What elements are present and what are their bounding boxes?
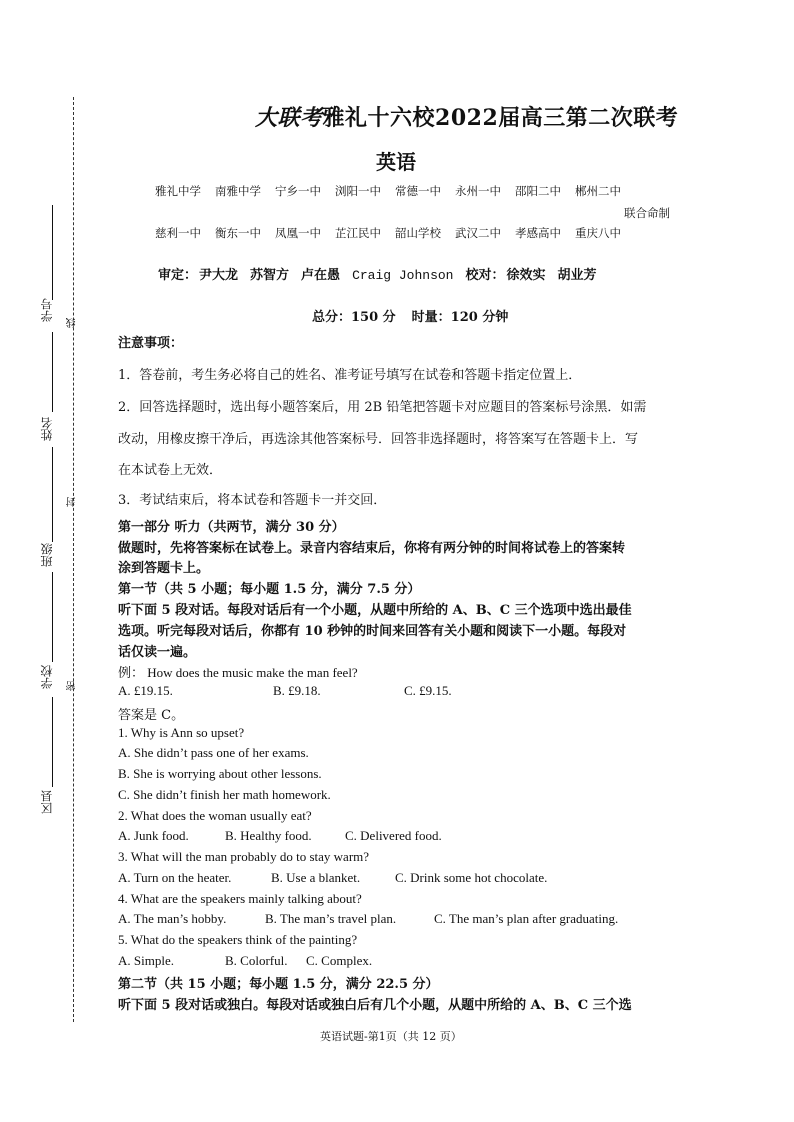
- binding-dashed-line: [73, 97, 74, 1022]
- proofreader: 胡业芳: [557, 268, 597, 283]
- part1-intro: 做题时，先将答案标在试卷上。录音内容结束后，你将有两分钟的时间将试卷上的答案转: [118, 541, 626, 556]
- question-option: B. The man’s travel plan.: [265, 911, 397, 926]
- time-limit: 时量：120 分钟: [411, 310, 509, 325]
- schools-row-1: [155, 183, 635, 199]
- section1-intro: 听下面 5 段对话。每段对话后有一个小题，从题中所给的 A、B、C 三个选项中选出最佳: [118, 603, 632, 618]
- question-text: 3. What will the man probably do to stay warm?: [118, 849, 370, 864]
- name-label: 姓名: [40, 417, 54, 441]
- section1-title: 第一节（共 5 小题；每小题 1.5 分，满分 7.5 分）: [118, 582, 421, 597]
- notice-item: 在本试卷上无效．: [118, 463, 223, 478]
- example-answer: 答案是 C。: [118, 708, 185, 723]
- notice-title: 注意事项：: [118, 336, 184, 351]
- review-label: 审定：: [158, 268, 198, 283]
- example-option: C. £9.15.: [404, 683, 452, 698]
- seal-mark-line: 线: [67, 318, 78, 328]
- school-name: 南雅中学: [215, 184, 261, 198]
- school-name: 雅礼中学: [155, 184, 201, 198]
- page-title: [255, 101, 678, 132]
- school-name: 永州一中: [455, 184, 501, 198]
- notice-item: 1．答卷前，考生务必将自己的姓名、准考证号填写在试卷和答题卡指定位置上．: [118, 368, 582, 383]
- score-line: [312, 306, 524, 325]
- school-name: 孝感高中: [515, 226, 561, 240]
- question-option: B. She is worrying about other lessons.: [118, 766, 322, 781]
- question-option: C. Drink some hot chocolate.: [395, 870, 548, 885]
- school-name: 宁乡一中: [275, 184, 321, 198]
- school-underline: [52, 572, 53, 662]
- school-name: 凤凰一中: [275, 226, 321, 240]
- joint-label: 联合命制: [624, 206, 670, 220]
- question-option: A. Simple.: [118, 953, 174, 968]
- school-name: 重庆八中: [575, 226, 621, 240]
- school-name: 武汉二中: [455, 226, 501, 240]
- notice-item: 2．回答选择题时，选出每小题答案后，用 2B 铅笔把答题卡对应题目的答案标号涂黑．如需: [118, 400, 647, 415]
- seal-mark-secret: 密: [67, 681, 78, 691]
- question-option: C. She didn’t finish her math homework.: [118, 787, 331, 802]
- section2-title: 第二节（共 15 小题；每小题 1.5 分，满分 22.5 分）: [118, 977, 439, 992]
- section1-intro: 话仅读一遍。: [118, 645, 197, 660]
- proofreader: 徐效实: [506, 268, 546, 283]
- seal-mark-seal: 封: [67, 497, 78, 507]
- school-name: 韶山学校: [395, 226, 441, 240]
- subject-title: 英语: [376, 150, 416, 174]
- question-option: A. The man’s hobby.: [118, 911, 227, 926]
- total-score: 总分：150 分: [312, 310, 396, 325]
- class-underline: [52, 447, 53, 542]
- question-text: 5. What do the speakers think of the painting?: [118, 932, 358, 947]
- exam-title: 雅礼十六校2022届高三第二次联考: [322, 105, 679, 131]
- section1-intro: 选项。听完每段对话后，你都有 10 秒钟的时间来回答有关小题和阅读下一小题。每段对: [118, 624, 627, 639]
- district-underline: [52, 697, 53, 787]
- question-option: A. She didn’t pass one of her exams.: [118, 745, 309, 760]
- section2-intro: 听下面 5 段对话或独白。每段对话或独白后有几个小题，从题中所给的 A、B、C 三个选: [118, 998, 632, 1013]
- question-option: B. Use a blanket.: [271, 870, 361, 885]
- question-option: A. Junk food.: [118, 828, 189, 843]
- question-option: A. Turn on the heater.: [118, 870, 232, 885]
- school-name: 芷江民中: [335, 226, 381, 240]
- student-id-label: 学号: [40, 298, 54, 322]
- proof-label: 校对：: [465, 268, 505, 283]
- page-footer: 英语试题-第1页（共 12 页）: [320, 1030, 462, 1043]
- school-name: 常德一中: [395, 184, 441, 198]
- reviewer: 卢在愚: [301, 268, 341, 283]
- question-option: C. Delivered food.: [345, 828, 442, 843]
- reviewer: 苏智方: [250, 268, 290, 283]
- school-name: 邵阳二中: [515, 184, 561, 198]
- school-name: 郴州二中: [575, 184, 621, 198]
- question-text: 4. What are the speakers mainly talking about?: [118, 891, 362, 906]
- part1-intro: 涂到答题卡上。: [118, 561, 210, 576]
- example-option: A. £19.15.: [118, 683, 173, 698]
- student-id-underline: [52, 205, 53, 300]
- school-label: 学校: [40, 665, 54, 689]
- school-name: 衡东一中: [215, 226, 261, 240]
- question-option: B. Healthy food.: [225, 828, 312, 843]
- question-text: 1. Why is Ann so upset?: [118, 725, 245, 740]
- school-name: 浏阳一中: [335, 184, 381, 198]
- district-label: 区县: [40, 790, 54, 814]
- class-label: 班级: [40, 543, 54, 567]
- question-text: 2. What does the woman usually eat?: [118, 808, 312, 823]
- notice-item: 改动，用橡皮擦干净后，再选涂其他答案标号．回答非选择题时，将答案写在答题卡上．写: [118, 432, 639, 447]
- school-name: 慈利一中: [155, 226, 201, 240]
- notice-item: 3．考试结束后，将本试卷和答题卡一并交回．: [118, 493, 387, 508]
- schools-row-2: [155, 225, 635, 241]
- example-option: B. £9.18.: [273, 683, 321, 698]
- name-underline: [52, 332, 53, 412]
- question-option: C. The man’s plan after graduating.: [434, 911, 619, 926]
- reviewer: 尹大龙: [199, 268, 239, 283]
- brand-text: 大联考: [255, 105, 323, 131]
- staff-line: [158, 264, 609, 283]
- example-question: 例： How does the music make the man feel?: [118, 665, 358, 680]
- part1-title: 第一部分 听力（共两节，满分 30 分）: [118, 520, 345, 535]
- question-option: C. Complex.: [306, 953, 373, 968]
- question-option: B. Colorful.: [225, 953, 288, 968]
- reviewer: Craig Johnson: [352, 268, 454, 283]
